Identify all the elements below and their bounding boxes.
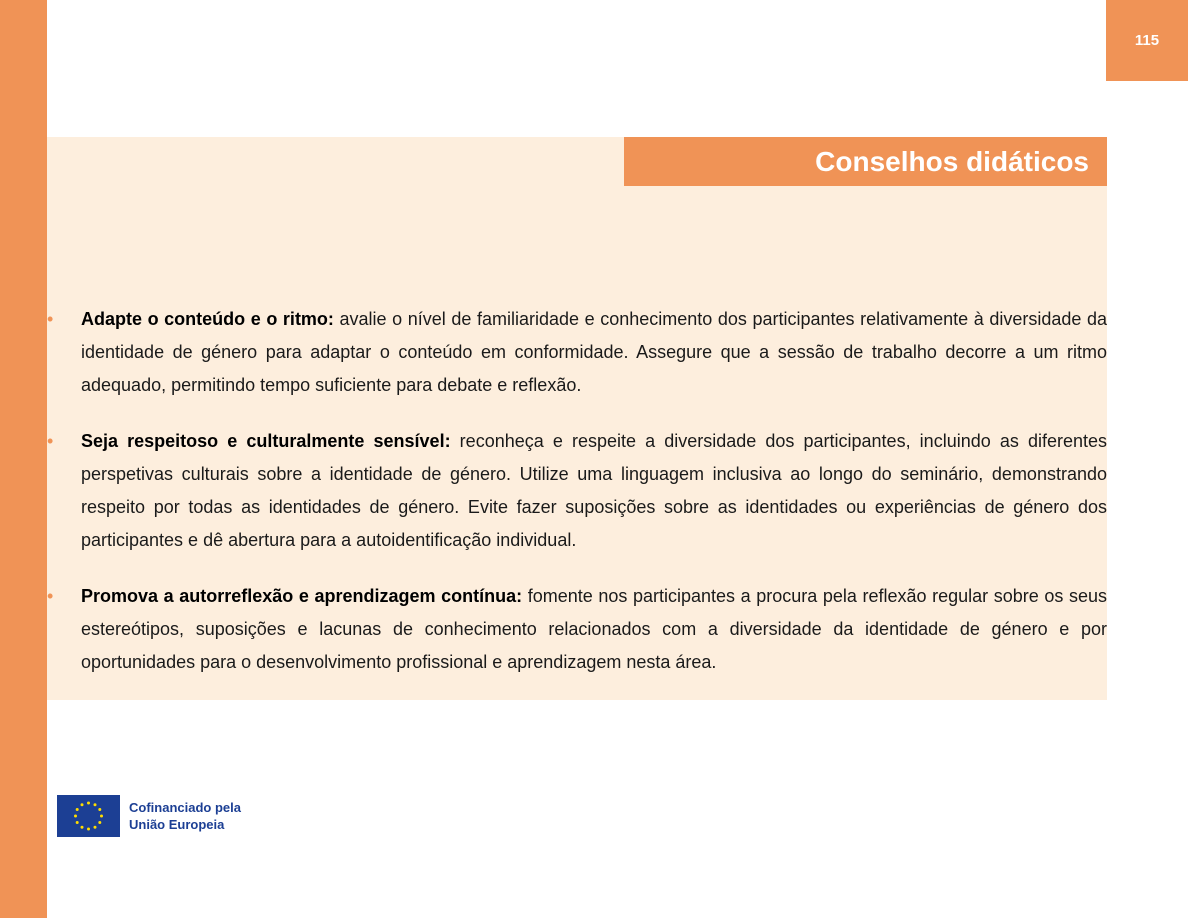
left-accent-bar bbox=[0, 0, 47, 918]
tips-list bbox=[47, 303, 1107, 702]
bullet-heading: Promova a autorreflexão e aprendizagem contínua: bbox=[81, 586, 523, 606]
bullet-icon: • bbox=[47, 309, 54, 329]
bullet-text: fomente nos participantes a procura pela reflexão regular sobre os seus estereótipos, suposições e lacunas de conhecimento relacionados com a diversidade da identidade de género e por oportunidades para o desenvolvimento profissional e aprendizagem nesta área. bbox=[81, 586, 1107, 672]
bullet-icon: • bbox=[47, 586, 54, 606]
bullet-icon: • bbox=[47, 431, 54, 451]
page-number-box bbox=[1106, 0, 1188, 81]
eu-flag-icon bbox=[57, 795, 120, 837]
list-item bbox=[47, 580, 1107, 679]
list-item bbox=[47, 425, 1107, 557]
page-number: 115 bbox=[1134, 32, 1160, 49]
bullet-heading: Seja respeitoso e culturalmente sensível: bbox=[81, 431, 451, 451]
bullet-heading: Adapte o conteúdo e o ritmo: bbox=[81, 309, 334, 329]
eu-cofunding-logo bbox=[57, 795, 241, 837]
bullet-text: reconheça e respeite a diversidade dos participantes, incluindo as diferentes perspetivas culturais sobre a identidade de género. Utilize uma linguagem inclusiva ao longo do seminário, demonstrando respeito por todas as identidades de género. Evite fazer suposições sobre as identidades ou experiências de género dos participantes e dê abertura para a autoidentificação individual. bbox=[81, 431, 1108, 550]
eu-text-line1: Cofinanciado pela bbox=[129, 800, 241, 815]
bullet-text: avalie o nível de familiaridade e conhecimento dos participantes relativamente à diversidade da identidade de género para adaptar o conteúdo em conformidade. Assegure que a sessão de trabalho decorre a um ritmo adequado, permitindo tempo suficiente para debate e reflexão. bbox=[81, 309, 1108, 395]
title-banner bbox=[624, 137, 1107, 186]
eu-text-line2: União Europeia bbox=[129, 817, 225, 832]
list-item bbox=[47, 303, 1107, 402]
page-title: Conselhos didáticos bbox=[815, 145, 1089, 177]
eu-cofunding-text bbox=[129, 799, 241, 833]
